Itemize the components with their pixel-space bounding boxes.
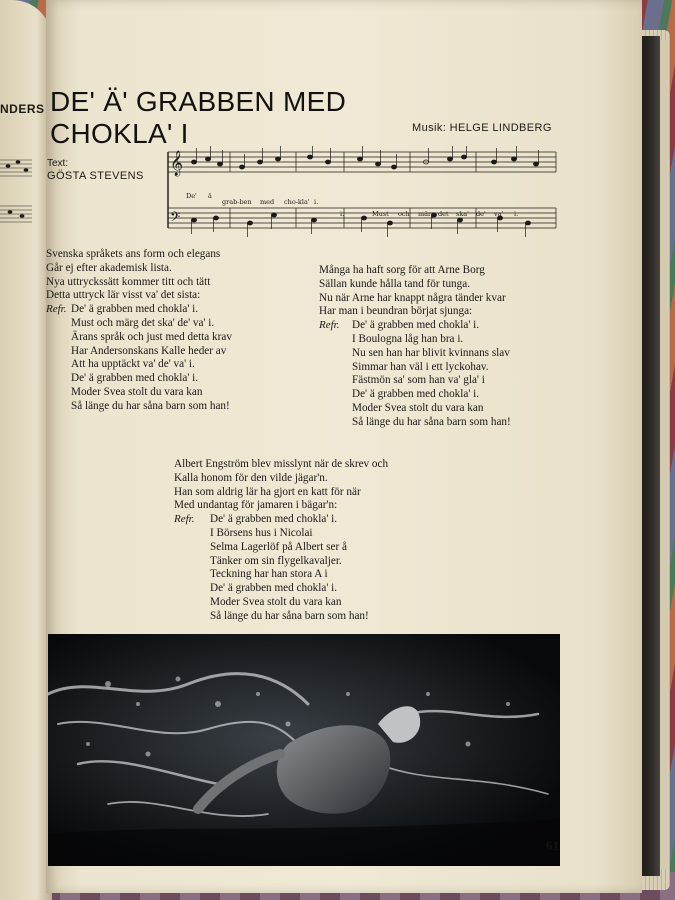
refrain-line: De' ä grabben med chokla' i. [71, 372, 199, 385]
verse-1-refrain [46, 303, 232, 413]
page-number: 61 [546, 838, 559, 853]
refrain-line: Så länge du har såna barn som han! [210, 609, 369, 622]
refrain-line: Ärans språk och just med detta krav [71, 330, 232, 343]
refrain-line: De' ä grabben med chokla' i. [210, 582, 338, 595]
verse-2-line: Nu när Arne har knappt några tänder kvar [319, 291, 506, 304]
song-title: DE' Ä' GRABBEN MED CHOKLA' I [50, 86, 347, 149]
book-spine-shadow [640, 36, 660, 876]
score-lyric-upper-1: De' [186, 192, 197, 200]
verse-1-line: Detta uttryck lär visst va' det sista: [46, 289, 201, 302]
refrain-line: Så länge du har såna barn som han! [352, 415, 511, 428]
refrain-label: Refr. [174, 513, 195, 526]
score-lyric-upper-2: ä [208, 192, 212, 200]
score-lyric-upper-5: cho-kla' [284, 198, 310, 206]
score-lyric-lower-1: i. [340, 210, 345, 218]
score-lyric-lower-5: det [438, 210, 449, 218]
refrain-line: Must och märg det ska' de' va' i. [71, 316, 215, 329]
verse-3-refrain [174, 513, 388, 623]
verse-1-line: Svenska språkets ans form och elegans [46, 248, 221, 260]
refrain-line: Moder Svea stolt du vara kan [210, 595, 342, 608]
refrain-line: Tänker om sin flygelkavaljer. [210, 554, 342, 567]
lyricist-name: GÖSTA STEVENS [47, 170, 144, 182]
score-lyric-lower-2: Must [372, 210, 389, 218]
refrain-line: Simmar han väl i ett lyckohav. [352, 360, 489, 373]
refrain-line: Moder Svea stolt du vara kan [71, 385, 203, 398]
refrain-line: De' ä grabben med chokla' i. [352, 319, 480, 332]
verse-2-line: Många ha haft sorg för att Arne Borg [319, 264, 485, 276]
previous-page-staff [0, 150, 32, 240]
score-lyric-lower-4: märg [418, 210, 436, 218]
refrain-line: De' ä grabben med chokla' i. [71, 303, 199, 316]
score-lyric-lower-7: de' [476, 210, 486, 218]
svg-text:𝄞: 𝄞 [170, 151, 184, 176]
verse-3-line: Albert Engström blev misslynt när de skrev och [174, 458, 389, 470]
score-lyric-lower-3: och [398, 210, 410, 218]
verse-3-line: Kalla honom för den vilde jägar'n. [174, 471, 328, 484]
refrain-line: I Boulogna låg han bra i. [352, 332, 464, 345]
refrain-line: Fästmön sa' som han va' gla' i [352, 374, 485, 387]
music-credit: Musik: HELGE LINDBERG [412, 122, 552, 134]
verse-3 [174, 458, 388, 624]
verse-3-line: Med undantag för jamaren i bägar'n: [174, 499, 338, 512]
score-lyric-upper-4: med [260, 198, 275, 206]
refrain-line: Så länge du har såna barn som han! [71, 399, 230, 412]
verse-1-line: Går ej efter akademisk lista. [46, 261, 172, 274]
back-cover-edge [660, 40, 668, 870]
score-lyric-lower-9: i. [514, 210, 519, 218]
sheet-music-score [164, 146, 560, 256]
refrain-line: Moder Svea stolt du vara kan [352, 401, 484, 414]
refrain-line: De' ä grabben med chokla' i. [352, 388, 480, 401]
verse-2-refrain [319, 319, 511, 429]
refrain-line: Teckning har han stora A i [210, 568, 328, 581]
verse-1-line: Nya uttryckssätt kommer titt och tätt [46, 275, 211, 288]
previous-page-title-fragment: NDERS [0, 102, 45, 116]
score-lyric-upper-3: grab-ben [222, 198, 252, 206]
refrain-line: De' ä grabben med chokla' i. [210, 513, 338, 526]
svg-text:𝄢: 𝄢 [170, 209, 181, 228]
verse-2-line: Har man i beundran börjat sjunga: [319, 305, 473, 318]
score-lyric-upper-6: i. [314, 198, 319, 206]
lyricist-label: Text: [47, 158, 69, 169]
verse-2-line: Sällan kunde hålla tand för tunga. [319, 277, 470, 290]
refrain-label: Refr. [46, 303, 67, 316]
refrain-label: Refr. [319, 319, 340, 332]
refrain-line: Har Andersonskans Kalle heder av [71, 344, 227, 357]
score-lyric-lower-8: va' [494, 210, 504, 218]
refrain-line: Att ha upptäckt va' de' va' i. [71, 358, 195, 371]
swimmer-photograph [48, 634, 560, 866]
previous-page-edge [0, 0, 52, 900]
verse-3-line: Han som aldrig lär ha gjort en katt för när [174, 485, 361, 498]
refrain-line: Selma Lagerlöf på Albert ser å [210, 540, 347, 553]
score-lyric-lower-6: ska' [456, 210, 469, 218]
refrain-line: Nu sen han har blivit kvinnans slav [352, 346, 510, 359]
verse-1 [46, 248, 232, 414]
verse-2 [319, 264, 511, 430]
refrain-line: I Börsens hus i Nicolai [210, 526, 313, 539]
